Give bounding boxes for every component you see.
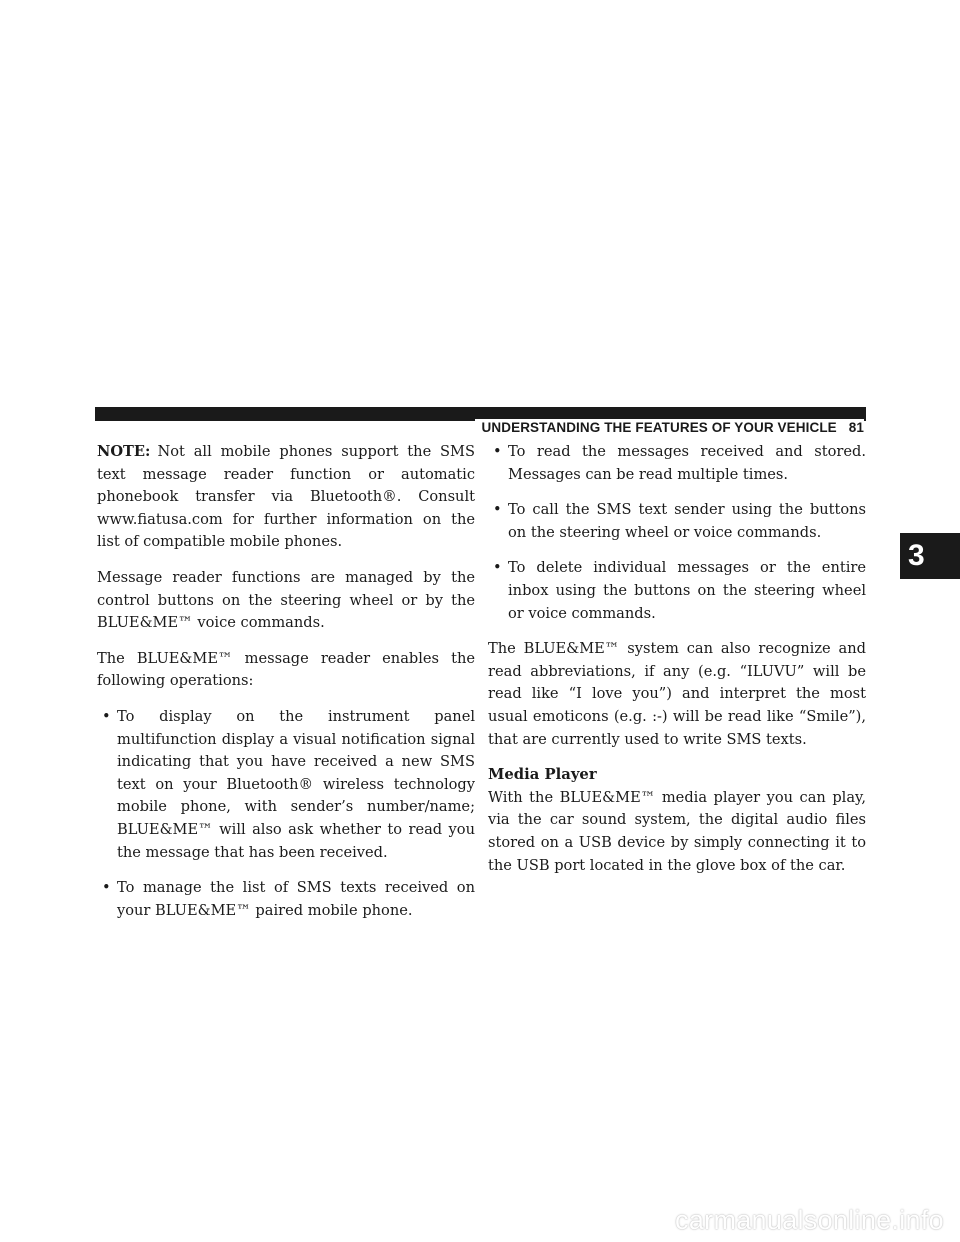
section-heading: Media Player: [488, 766, 597, 784]
note-paragraph: [97, 441, 475, 554]
running-header: [475, 419, 864, 437]
note-text: Not all mobile phones support the SMS text message reader function or automatic phonebook transfer via Bluetooth®. Consult www.fiatusa.com for further information on the list of compatible mobile phones.: [97, 443, 475, 551]
list-item-text: To display on the instrument panel multifunction display a visual notification signal indicating that you have received a new SMS text on your Bluetooth® wireless technology mobile phone, with sender’s number/name; BLUE&ME™ will also ask whether to read you the message that has been received.: [117, 707, 475, 861]
paragraph: The BLUE&ME™ system can also recognize and read abbreviations, if any (e.g. “ILUVU” will be read like “I love you”) and interpret the most usual emoticons (e.g. :-) will be read like “Smile”), that are currently used to write SMS texts.: [488, 640, 866, 748]
paragraph: With the BLUE&ME™ media player you can play, via the car sound system, the digital audio files stored on a USB device by simply connecting it to the USB port located in the glove box of the car.: [488, 788, 866, 874]
list-item: [97, 706, 475, 864]
list-item: [488, 499, 866, 544]
left-column: [97, 441, 475, 935]
bullet-icon: •: [493, 559, 502, 577]
list-item: [97, 877, 475, 922]
list-item-text: To read the messages received and stored. Messages can be read multiple times.: [508, 443, 866, 483]
right-column: [488, 441, 866, 890]
list-item-text: To call the SMS text sender using the buttons on the steering wheel or voice commands.: [508, 501, 866, 541]
bullet-list: [97, 706, 475, 922]
paragraph: Message reader functions are managed by the control buttons on the steering wheel or by the BLUE&ME™ voice commands.: [97, 568, 475, 632]
bullet-icon: •: [493, 443, 502, 460]
bullet-icon: •: [102, 707, 111, 725]
section-title: UNDERSTANDING THE FEATURES OF YOUR VEHICLE: [481, 420, 837, 435]
list-item-text: To delete individual messages or the entire inbox using the buttons on the steering wheel or voice commands.: [508, 559, 866, 622]
page-number: 81: [848, 420, 864, 435]
paragraph: The BLUE&ME™ message reader enables the following operations:: [97, 649, 475, 690]
list-item-text: To manage the list of SMS texts received on your BLUE&ME™ paired mobile phone.: [117, 879, 475, 919]
bullet-icon: •: [493, 501, 502, 519]
list-item: [488, 557, 866, 625]
watermark: carmanualsonline.info: [675, 1205, 944, 1235]
chapter-tab: 3: [900, 533, 960, 579]
bullet-icon: •: [102, 879, 111, 897]
list-item: [488, 441, 866, 486]
note-label: NOTE:: [97, 443, 151, 460]
bullet-list: [488, 441, 866, 625]
